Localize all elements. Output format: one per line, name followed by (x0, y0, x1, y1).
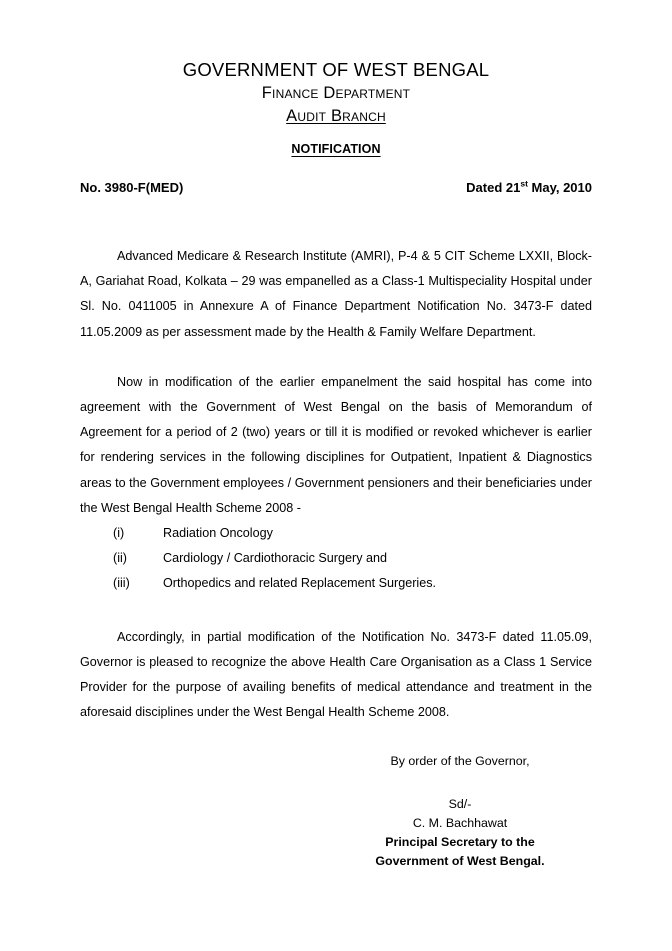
organisation-title: GOVERNMENT OF WEST BENGAL (182, 59, 490, 80)
signed-marker: Sd/- (448, 797, 472, 811)
list-item-marker: (iii) (113, 576, 130, 591)
reference-row (80, 180, 592, 195)
paragraph-recognition: Accordingly, in partial modification of the Notification No. 3473-F dated 11.05.09, Governor is pleased to recognize the above Health Care Organisation as a Class 1 Service Provider for the purpose of availing benefits of medical attendance and treatment in the aforesaid disciplines under the West Bengal Health Scheme 2008. (80, 629, 592, 720)
branch-title-text: Audit Branch (286, 107, 386, 125)
date-suffix: May, 2010 (527, 180, 592, 195)
notification-heading (80, 142, 592, 156)
notification-heading-text: NOTIFICATION (291, 142, 381, 156)
spacer (80, 597, 592, 625)
paragraph-empanelment: Advanced Medicare & Research Institute (AMRI), P-4 & 5 CIT Scheme LXXII, Block-A, Gariahat Road, Kolkata – 29 was empanelled as a Class-1 Multispeciality Hospital under Sl. No. 0411005 in Annexure A of Finance Department Notification No. 3473-F dated 11.05.2009 as per assessment made by the Health & Family Welfare Department. (80, 249, 592, 339)
list-item-label: Radiation Oncology (163, 526, 273, 541)
document-body (80, 244, 592, 725)
list-item-label: Cardiology / Cardiothoracic Surgery and (163, 551, 388, 566)
paragraph-modification: Now in modification of the earlier empanelment the said hospital has come into agreement with the Government of West Bengal on the basis of Memorandum of Agreement for a period of 2 (two) years or till it is modified or revoked whichever is earlier for rendering services in the following disciplines for Outpatient, Inpatient & Diagnostics areas to the Government employees / Government pensioners and their beneficiaries under the West Bengal Health Scheme 2008 - (80, 374, 592, 515)
list-item-marker: (i) (113, 526, 125, 541)
department-title: Finance Department (261, 84, 411, 102)
notification-date (466, 180, 592, 195)
disciplines-list (80, 521, 592, 597)
signatory-designation-line2: Government of West Bengal. (375, 854, 545, 868)
date-prefix: Dated 21 (466, 180, 521, 195)
signature-block (330, 752, 590, 871)
list-item (80, 546, 592, 571)
list-item (80, 521, 592, 546)
by-order-line: By order of the Governor, (390, 754, 530, 768)
list-item (80, 571, 592, 596)
list-item-marker: (ii) (113, 551, 127, 566)
signatory-designation-line1: Principal Secretary to the (385, 835, 535, 849)
date-ordinal-suffix: st (520, 178, 528, 189)
list-item-label: Orthopedics and related Replacement Surgeries. (163, 576, 437, 591)
signatory-name: C. M. Bachhawat (412, 816, 508, 830)
branch-title (80, 105, 592, 128)
masthead (80, 58, 592, 128)
notification-number: No. 3980-F(MED) (80, 180, 184, 195)
